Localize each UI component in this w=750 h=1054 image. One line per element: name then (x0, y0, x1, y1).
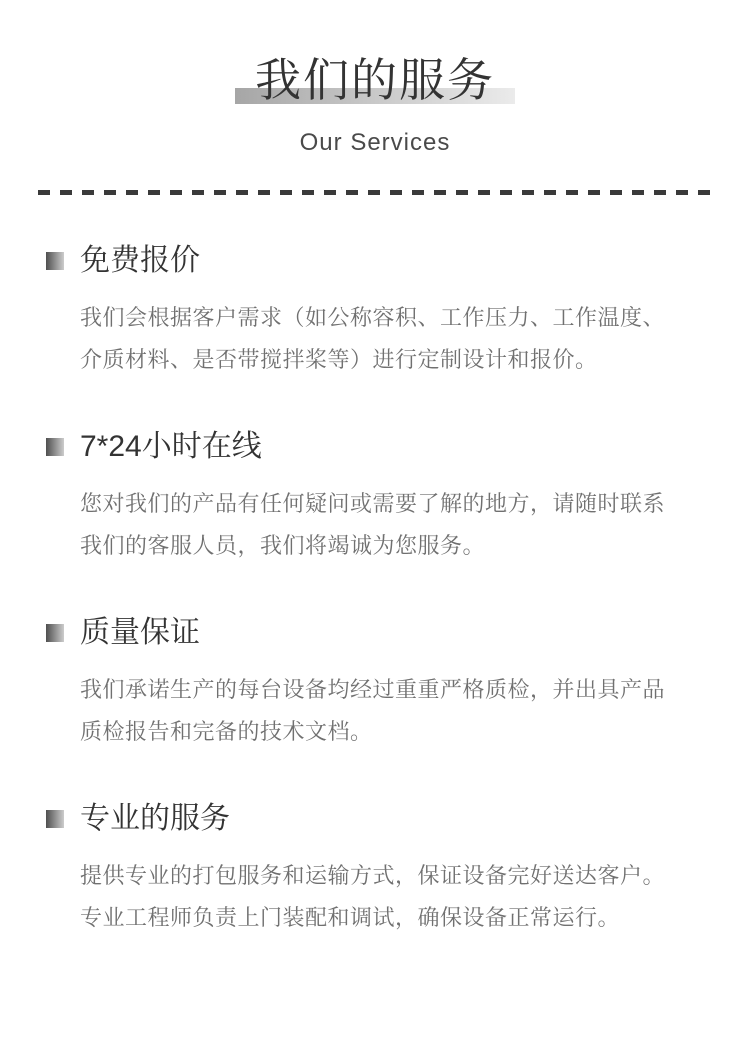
service-item-online-support (38, 427, 712, 567)
service-description-line: 我们会根据客户需求（如公称容积、工作压力、工作温度、 (80, 305, 666, 330)
service-description-line: 提供专业的打包服务和运输方式，保证设备完好送达客户。 (80, 863, 666, 888)
service-description-line: 专业工程师负责上门装配和调试，确保设备正常运行。 (80, 905, 621, 930)
services-section (0, 50, 750, 939)
service-description (80, 669, 712, 753)
square-bullet-icon (46, 810, 64, 828)
service-heading-row (46, 241, 712, 281)
service-description-line: 您对我们的产品有任何疑问或需要了解的地方，请随时联系 (80, 491, 666, 516)
service-title: 专业的服务 (80, 802, 230, 835)
section-header (38, 50, 712, 110)
square-bullet-icon (46, 252, 64, 270)
service-description (80, 855, 712, 939)
service-title: 免费报价 (80, 244, 200, 277)
service-heading-row (46, 613, 712, 653)
square-bullet-icon (46, 438, 64, 456)
service-description (80, 483, 712, 567)
page-title: 我们的服务 (255, 54, 495, 106)
dashed-divider (38, 190, 712, 195)
square-bullet-icon (46, 624, 64, 642)
service-title: 7*24小时在线 (80, 430, 262, 463)
service-item-professional-service (38, 799, 712, 939)
service-description-line: 我们承诺生产的每台设备均经过重重严格质检，并出具产品 (80, 677, 666, 702)
service-heading-row (46, 427, 712, 467)
service-description-line: 我们的客服人员，我们将竭诚为您服务。 (80, 533, 486, 558)
service-description-line: 介质材料、是否带搅拌桨等）进行定制设计和报价。 (80, 347, 598, 372)
page-subtitle: Our Services (299, 129, 451, 156)
service-item-free-quote (38, 241, 712, 381)
service-heading-row (46, 799, 712, 839)
service-item-quality-guarantee (38, 613, 712, 753)
service-title: 质量保证 (80, 616, 200, 649)
service-description-line: 质检报告和完备的技术文档。 (80, 719, 373, 744)
service-description (80, 297, 712, 381)
